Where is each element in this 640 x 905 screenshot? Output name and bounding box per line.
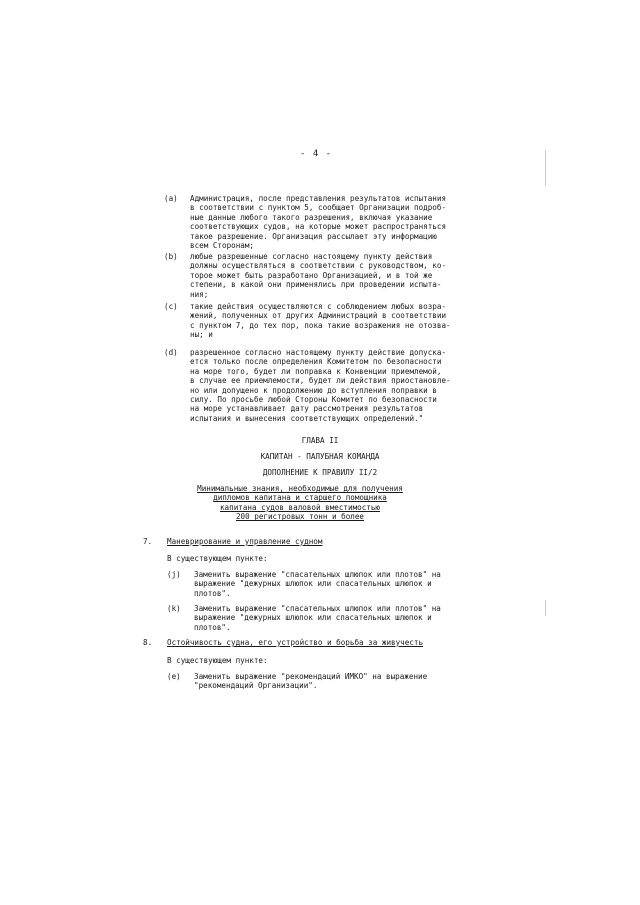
chapter-rule: ДОПОЛНЕНИЕ К ПРАВИЛУ II/2 — [262, 468, 378, 477]
item-text: такие действия осуществляются с соблюдением любых возра- жений, полученных от других Администраций в соответствии с пунктом 7, до тех пор, пока такие возражения не отозва- ны; и — [190, 302, 451, 340]
item-label: (k) — [167, 604, 181, 613]
item-label: (b) — [164, 252, 178, 261]
section-number: 7. — [143, 537, 153, 546]
item-text: Заменить выражение "спасательных шлюпок или плотов" на выражение "дежурных шлюпок или спасательных шлюпок и плотов". — [194, 570, 441, 598]
item-text: Заменить выражение "рекомендаций ИМКО" на выражение "рекомендаций Организации". — [194, 672, 428, 691]
item-label: (a) — [164, 194, 178, 203]
item-text: разрешенное согласно настоящему пункту действие допуска- ется только после определения Комитетом по безопасности на море того, будет ли поправка к Конвенции приемлемой, в случае ее приемлемости, будет ли действия приостановле- но или допущено к продолжению до вступления поправки в силу. По просьбе любой Стороны Комитет по безопасности на море устанавливает дату рассмотрения результатов испытания и вынесения соответствующих определений." — [190, 348, 451, 423]
item-text: Заменить выражение "спасательных шлюпок или плотов" на выражение "дежурных шлюпок или спасательных шлюпок и плотов". — [194, 604, 441, 632]
item-text: Администрация, после представления результатов испытания в соответствии с пунктом 5, сообщает Организации подроб- ные данные любого такого разрешения, включая указание соответствующих судов, на которые может распространяться такое разрешение. Организация рассылает эту информацию всем Сторонам; — [190, 194, 447, 251]
scan-mark — [545, 150, 546, 186]
item-label: (d) — [164, 348, 178, 357]
item-label: (e) — [167, 672, 181, 681]
chapter-caption: Минимальные знания, необходимые для получения дипломов капитана и старшего помощника капитана судов валовой вместимостью 200 регистровых тонн и более — [197, 484, 403, 522]
item-text: любые разрешенные согласно настоящему пункту действия должны осуществляться в соответствии с руководством, ко- торое может быть разработано Организацией, и в той же степени, в какой они применялись при проведении испыта- ния; — [190, 252, 447, 299]
section-intro: В существующем пункте: — [167, 554, 268, 563]
section-intro: В существующем пункте: — [167, 656, 268, 665]
chapter-title: ГЛАВА II — [301, 436, 339, 445]
section-number: 8. — [143, 638, 153, 647]
scan-mark — [545, 600, 546, 616]
chapter-subtitle: КАПИТАН - ПАЛУБНАЯ КОМАНДА — [260, 452, 380, 461]
item-label: (c) — [164, 302, 178, 311]
section-heading: Остойчивость судна, его устройство и борьба за живучесть — [167, 638, 424, 647]
section-heading: Маневрирование и управление судном — [167, 537, 323, 546]
item-label: (j) — [167, 570, 181, 579]
page-number: - 4 - — [300, 149, 333, 159]
